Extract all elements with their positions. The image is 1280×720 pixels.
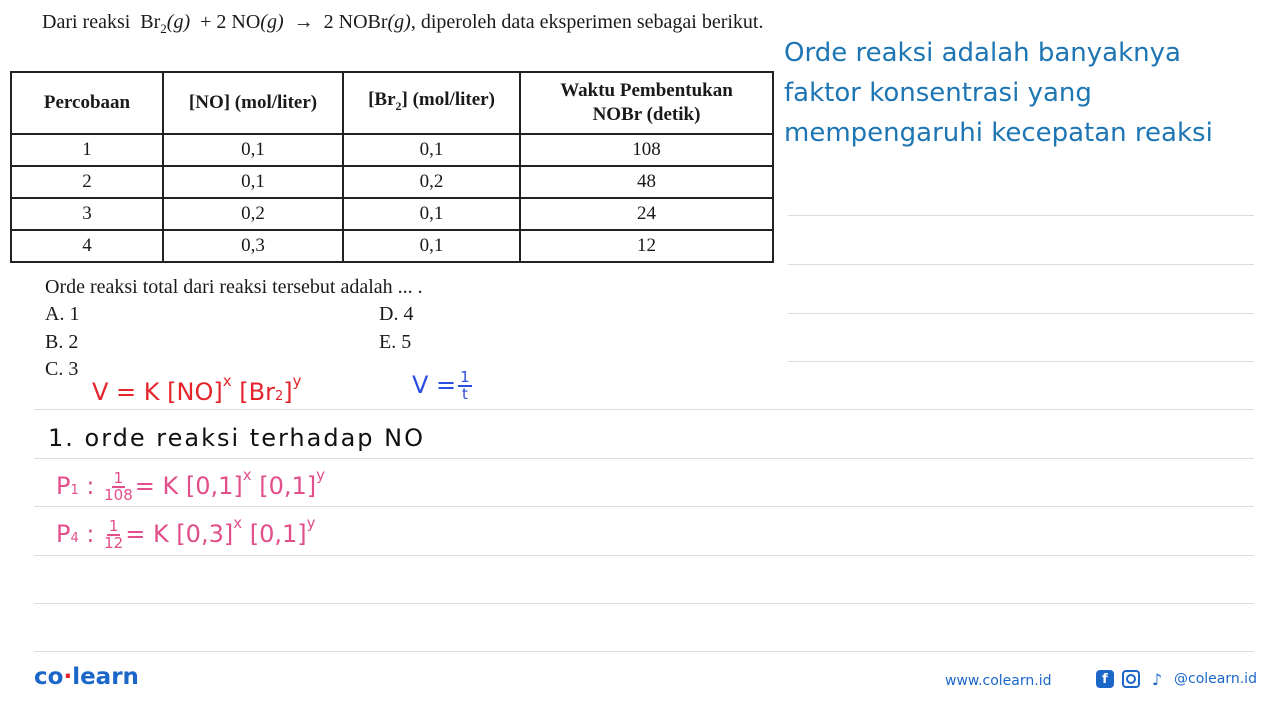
question-stem: Orde reaksi total dari reaksi tersebut adalah ... . (45, 276, 423, 298)
table-row (11, 230, 773, 262)
table-cell: 4 (11, 230, 163, 262)
step-1-heading: 1. orde reaksi terhadap NO (48, 424, 425, 452)
velocity-equation-handwriting: V = $\frac{1}{t}$ (412, 368, 470, 403)
table-header-row (11, 72, 773, 134)
social-links (1096, 670, 1257, 688)
header-percobaan: Percobaan (11, 72, 163, 134)
ruled-line (34, 603, 1254, 604)
option-d: D. 4 (379, 303, 414, 325)
ruled-line (788, 264, 1254, 265)
table-cell: 0,1 (163, 134, 343, 166)
ruled-line (34, 555, 1254, 556)
table-cell: 0,2 (163, 198, 343, 230)
ruled-line (34, 409, 1254, 410)
table-cell: 12 (520, 230, 773, 262)
table-cell: 108 (520, 134, 773, 166)
option-a: A. 1 (45, 303, 80, 325)
table-cell: 48 (520, 166, 773, 198)
table-cell: 0,1 (163, 166, 343, 198)
table-row (11, 198, 773, 230)
experiment-1-equation: P1 : $\frac{1}{108}$ = K $[0,1]^x$ $[0,1]^y$ (56, 466, 326, 504)
ruled-line (34, 506, 1254, 507)
facebook-icon[interactable]: f (1096, 670, 1114, 688)
table-cell: 0,3 (163, 230, 343, 262)
header-no-concentration: [NO] (mol/liter) (163, 72, 343, 134)
concept-note: Orde reaksi adalah banyaknya faktor konsentrasi yang mempengaruhi kecepatan reaksi (784, 38, 1213, 148)
header-br2-concentration: $[Br_2]$ (mol/liter) (343, 72, 520, 134)
table-cell: 0,1 (343, 134, 520, 166)
option-e: E. 5 (379, 331, 412, 353)
experiment-table (10, 71, 774, 263)
option-b: B. 2 (45, 331, 79, 353)
ruled-line (34, 458, 1254, 459)
instagram-icon[interactable] (1122, 670, 1140, 688)
tiktok-icon[interactable]: ♪ (1151, 669, 1163, 689)
table-cell: 24 (520, 198, 773, 230)
table-cell: 0,2 (343, 166, 520, 198)
ruled-line (788, 361, 1254, 362)
experiment-4-equation: P4 : $\frac{1}{12}$ = K $[0,3]^x$ $[0,1]^y$ (56, 514, 316, 552)
question-text: Dari reaksi $Br_2(g) + 2$ NO(g) → 2 NOBr(g), diperoleh data eksperimen sebagai berikut. (42, 11, 764, 36)
ruled-line (788, 313, 1254, 314)
ruled-line (34, 651, 1254, 652)
social-handle[interactable]: @colearn.id (1174, 671, 1257, 687)
table-row (11, 166, 773, 198)
table-cell: 0,1 (343, 198, 520, 230)
table-cell: 3 (11, 198, 163, 230)
colearn-logo: co·learn (34, 664, 139, 690)
website-link[interactable]: www.colearn.id (945, 673, 1052, 689)
rate-law-handwriting: V = K [NO]$^x$ $[Br2]^y$ (92, 372, 302, 406)
table-cell: 2 (11, 166, 163, 198)
header-time: Waktu Pembentukan NOBr (detik) (520, 72, 773, 134)
ruled-line (788, 215, 1254, 216)
table-cell: 0,1 (343, 230, 520, 262)
table-cell: 1 (11, 134, 163, 166)
option-c: C. 3 (45, 358, 79, 380)
table-row (11, 134, 773, 166)
